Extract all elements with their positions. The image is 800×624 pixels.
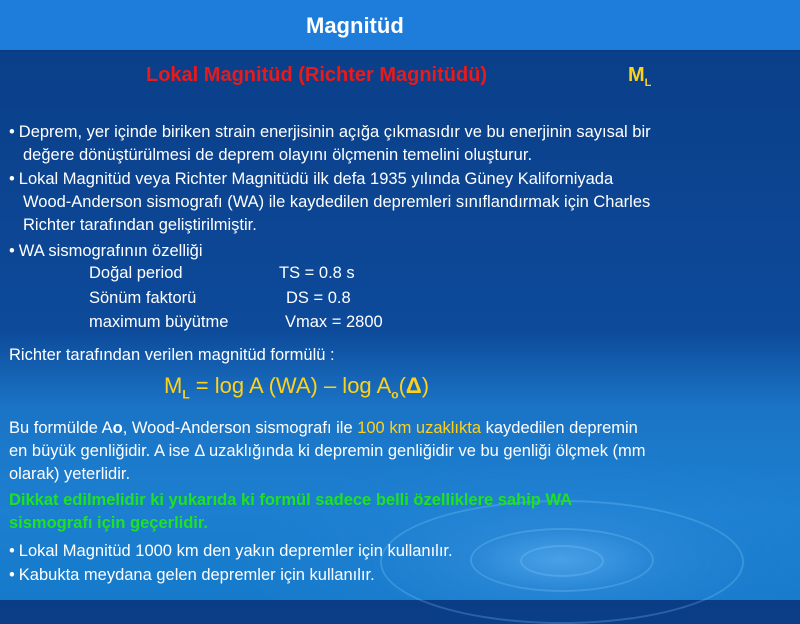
bullet-lokal-magnitud: • Lokal Magnitüd veya Richter Magnitüdü ilk defa 1935 yılında Güney Kaliforniyada Wood-Anderson sismografı (WA) ile kaydedilen depremleri sınıflandırmak için Charles Richter tarafından geliştirilmiştir. [9,170,651,234]
bullet-icon: • [9,542,15,560]
magnitude-formula: $M_L = \log A$ $(WA) - \log A_o(\Delta)$ [164,373,430,402]
wa-prop-value: Vmax = 2800 [285,313,383,331]
bullet-kabuk: • Kabukta meydana gelen depremler için kullanılır. [9,566,375,584]
bullet-icon: • [9,566,15,584]
title-bar [0,0,800,52]
bullet-icon: • [9,123,15,141]
bullet-wa-ozellik: • WA sismografının özelliği [9,242,203,260]
ripple-decoration [520,545,604,577]
page-title: Magnitüd [306,13,404,38]
wa-prop-label: maximum büyütme [89,313,229,331]
bullet-1000km: • Lokal Magnitüd 1000 km den yakın depremler için kullanılır. [9,542,453,560]
warning-note: Dikkat edilmelidir ki yukarıda ki formül sadece belli özelliklere sahip WA sismografı için geçerlidir. [9,491,573,532]
wa-prop-label: Sönüm faktorü [89,289,197,307]
distance-highlight: 100 km uzaklıkta [357,419,482,437]
ml-symbol: $M_L$ [628,64,652,89]
wa-prop-label: Doğal period [89,264,183,282]
formula-explanation: Bu formülde Ao, Wood-Anderson sismografı ile 100 km uzaklıkta kaydedilen depremin en büyük genliğidir. A ise Δ uzaklığında ki depremin genliğidir ve bu genliği ölçmek (mm olarak) yeterlidir. [9,419,646,483]
formula-intro: Richter tarafından verilen magnitüd formülü : [9,346,335,364]
section-subtitle: Lokal Magnitüd (Richter Magnitüdü) [146,64,488,86]
wa-prop-value: DS = 0.8 [286,289,351,307]
bullet-icon: • [9,242,15,260]
bullet-icon: • [9,170,15,188]
bullet-deprem: • Deprem, yer içinde biriken strain enerjisinin açığa çıkmasıdır ve bu enerjinin sayısal bir değere dönüştürülmesi de deprem olayını ölçmenin temelini oluşturur. [9,123,651,164]
wa-prop-value: TS = 0.8 s [279,264,355,282]
